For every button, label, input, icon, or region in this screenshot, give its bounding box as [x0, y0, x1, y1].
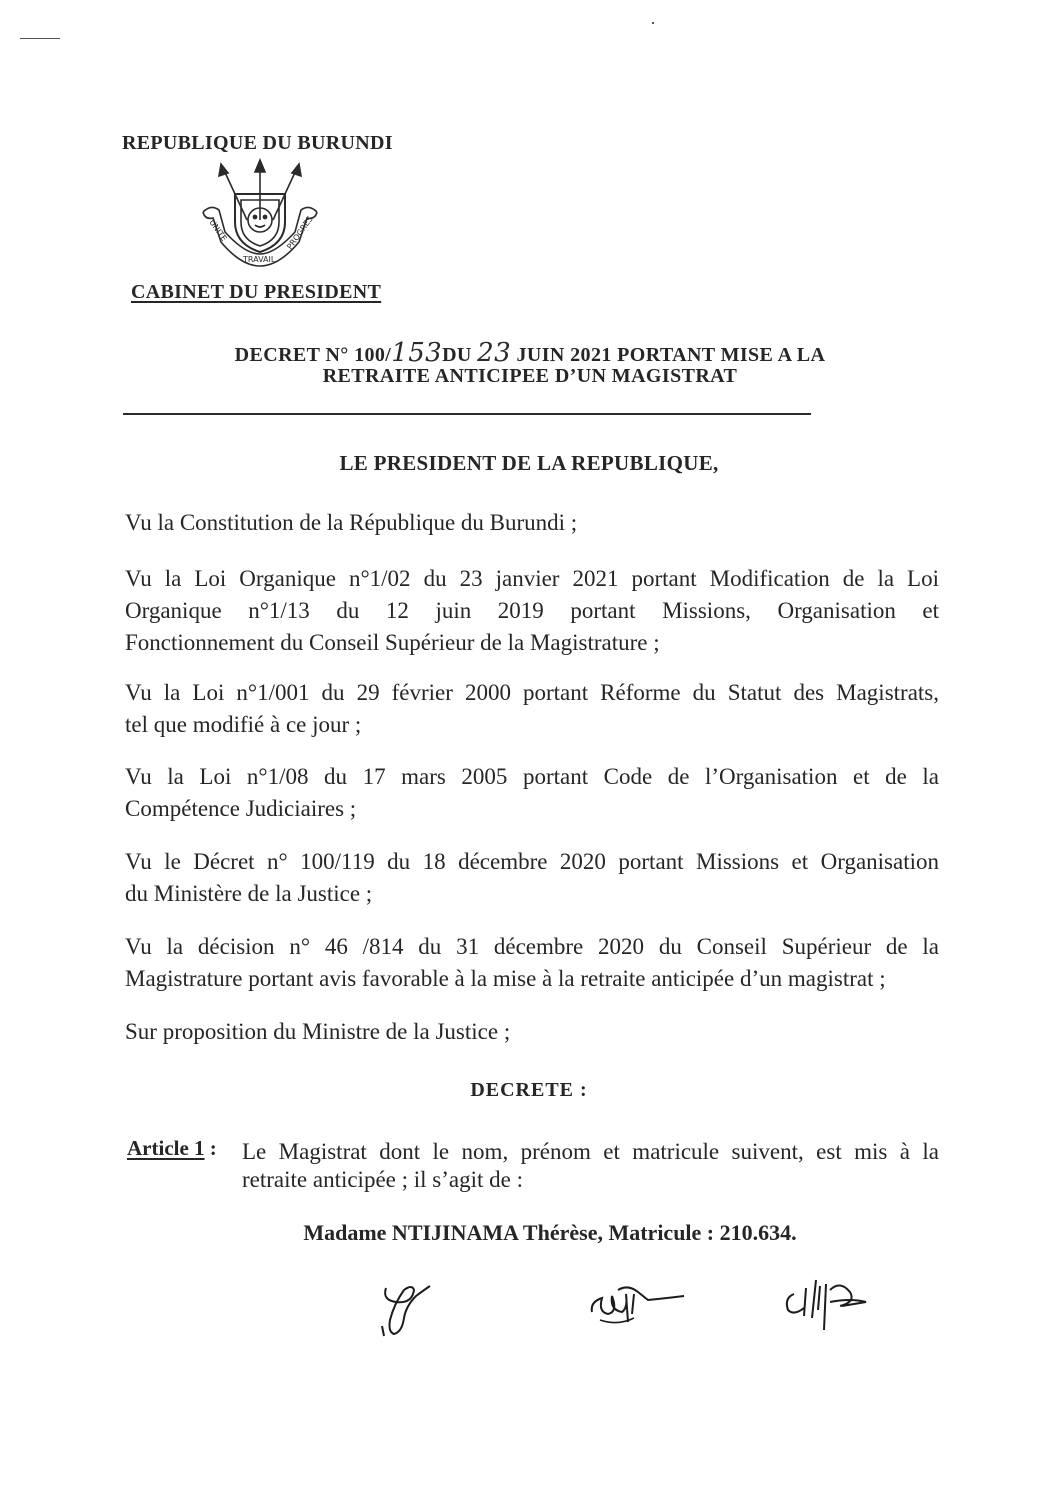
article-1-text-line2: retraite anticipée ; il s’agit de :	[242, 1167, 523, 1192]
paragraph-line: Vu la Loi n°1/001 du 29 février 2000 portant Réforme du Statut des Magistrats,	[125, 680, 939, 705]
decree-title-prefix: DECRET N° 100/	[234, 344, 392, 366]
title-divider	[123, 413, 811, 415]
paragraph-line: Sur proposition du Ministre de la Justice ;	[125, 1019, 511, 1044]
decree-title-line1	[80, 338, 980, 368]
article-1-text-line1: Le Magistrat dont le nom, prénom et matricule suivent, est mis à la	[242, 1139, 939, 1164]
preamble-paragraph	[125, 507, 939, 539]
paragraph-line: Compétence Judiciaires ;	[125, 796, 357, 821]
scan-mark	[652, 22, 654, 24]
preamble-paragraph	[125, 1016, 939, 1048]
motto-progres: PROGRES	[285, 214, 315, 252]
preamble-paragraph	[125, 761, 939, 825]
paragraph-line: tel que modifié à ce jour ;	[125, 712, 362, 737]
president-heading: LE PRESIDENT DE LA REPUBLIQUE,	[339, 451, 719, 475]
paragraph-line: Magistrature portant avis favorable à la mise à la retraite anticipée d’un magistrat ;	[125, 966, 886, 991]
paragraph-line: Vu le Décret n° 100/119 du 18 décembre 2020 portant Missions et Organisation	[125, 849, 939, 874]
paragraph-line: Vu la Loi n°1/08 du 17 mars 2005 portant Code de l’Organisation et de la	[125, 764, 939, 789]
paragraph-line: Vu la Loi Organique n°1/02 du 23 janvier 2021 portant Modification de la Loi	[125, 566, 939, 591]
motto-unite: UNITE	[207, 217, 229, 243]
decrete-heading: DECRETE :	[470, 1079, 588, 1101]
article-1-label	[127, 1136, 217, 1161]
coat-of-arms-emblem	[195, 158, 325, 276]
magistrate-name: Madame NTIJINAMA Thérèse, Matricule : 210.634.	[303, 1220, 797, 1245]
signature-initial-2	[588, 1282, 688, 1328]
paragraph-line: Vu la Constitution de la République du Burundi ;	[125, 510, 578, 535]
preamble-paragraph	[125, 677, 939, 741]
country-heading: REPUBLIQUE DU BURUNDI	[122, 132, 393, 154]
handwritten-decree-number: 153	[391, 338, 443, 368]
preamble-paragraph	[125, 563, 939, 659]
article-1-colon: :	[204, 1136, 217, 1160]
signature-initial-1	[372, 1282, 432, 1342]
handwritten-decree-day: 23	[477, 338, 512, 368]
paragraph-line: Fonctionnement du Conseil Supérieur de la Magistrature ;	[125, 630, 660, 655]
paragraph-line: du Ministère de la Justice ;	[125, 881, 373, 906]
paragraph-line: Organique n°1/13 du 12 juin 2019 portant Missions, Organisation et	[125, 598, 939, 623]
cabinet-heading: CABINET DU PRESIDENT	[131, 281, 382, 303]
paragraph-line: Vu la décision n° 46 /814 du 31 décembre 2020 du Conseil Supérieur de la	[125, 934, 939, 959]
scan-mark	[20, 38, 60, 39]
decree-title-du: DU	[442, 344, 472, 366]
decree-title-line2: RETRAITE ANTICIPEE D’UN MAGISTRAT	[322, 365, 738, 387]
decree-title-rest: JUIN 2021 PORTANT MISE A LA	[516, 344, 826, 366]
motto-travail: TRAVAIL	[243, 255, 276, 264]
preamble-paragraph	[125, 846, 939, 910]
signature-initial-3	[780, 1272, 872, 1332]
article-1-label-text: Article 1	[127, 1136, 205, 1160]
preamble-paragraph	[125, 931, 939, 995]
